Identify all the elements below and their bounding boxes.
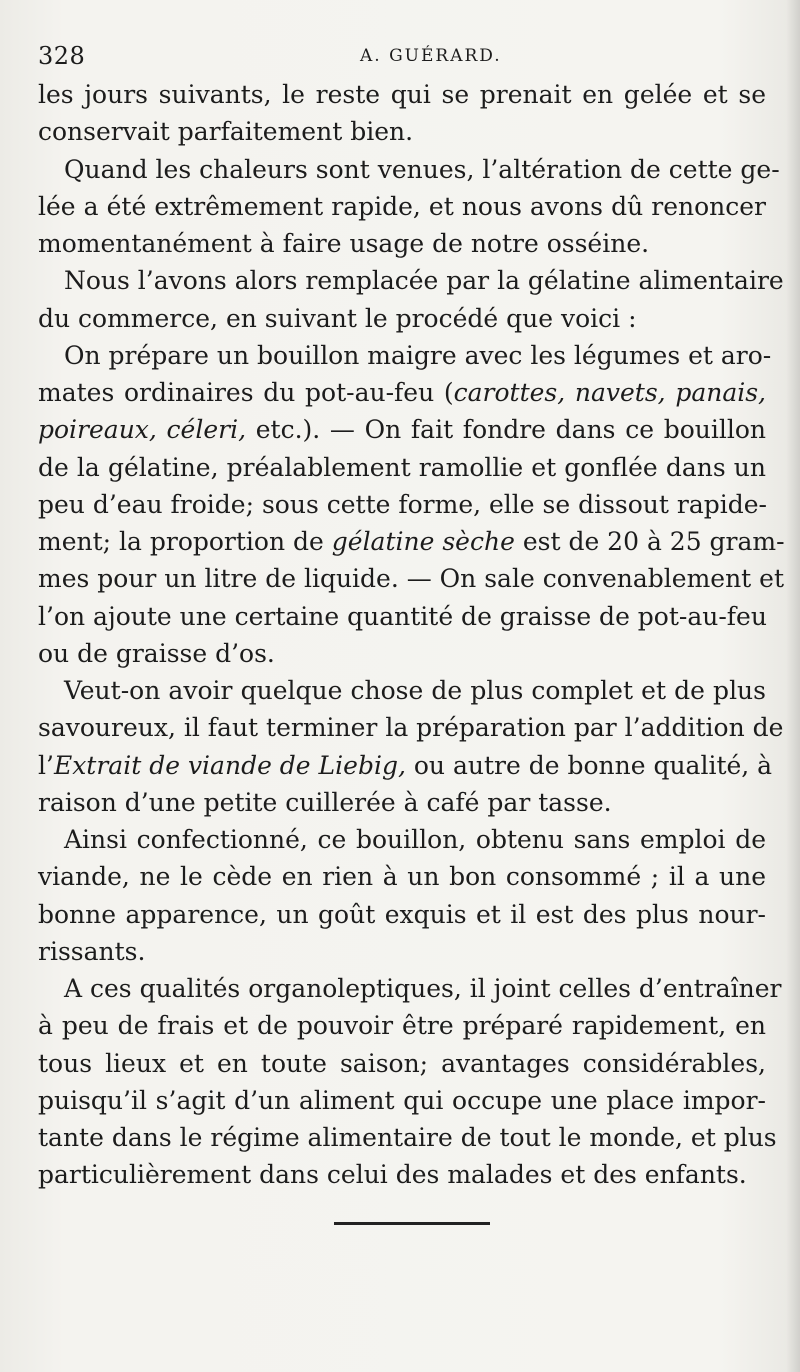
text-run: ou de graisse d’os. bbox=[38, 638, 275, 668]
text-line bbox=[38, 970, 782, 1007]
paragraph bbox=[38, 262, 784, 337]
text-line bbox=[38, 1082, 766, 1119]
text-run: est de 20 à 25 gram- bbox=[514, 527, 785, 556]
text-run: savoureux, il faut terminer la préparation par l’addition de bbox=[38, 713, 784, 743]
text-line bbox=[38, 188, 766, 225]
text-line bbox=[38, 225, 766, 262]
text-line bbox=[38, 337, 772, 374]
running-head: A. GUÉRARD. bbox=[360, 46, 502, 66]
text-line bbox=[38, 598, 766, 635]
paragraph bbox=[38, 672, 784, 821]
text-line bbox=[38, 411, 766, 448]
text-run: ou autre de bonne qualité, à bbox=[405, 750, 773, 780]
text-run: Quand les chaleurs sont venues, l’altération de cette ge- bbox=[64, 154, 780, 184]
text-run: momentanément à faire usage de notre osséine. bbox=[38, 229, 650, 258]
italic-text: poireaux, céleri, bbox=[38, 415, 247, 445]
paragraph bbox=[38, 970, 782, 1194]
text-line bbox=[38, 113, 766, 150]
text-line bbox=[38, 747, 773, 784]
end-rule bbox=[334, 1222, 490, 1225]
text-run: conservait parfaitement bien. bbox=[38, 117, 414, 147]
text-line bbox=[38, 486, 766, 523]
text-run: A ces qualités organoleptiques, il joint celles d’entraîner bbox=[64, 974, 782, 1003]
text-line bbox=[38, 300, 766, 337]
text-run: Nous l’avons alors remplacée par la gélatine alimentaire bbox=[64, 266, 784, 296]
text-run: Veut-on avoir quelque chose de plus complet et de plus bbox=[64, 676, 766, 705]
text-run: particulièrement dans celui des malades et des enfants. bbox=[38, 1160, 747, 1190]
text-line bbox=[38, 933, 766, 970]
text-line bbox=[38, 151, 780, 188]
paragraph bbox=[38, 151, 780, 263]
text-line bbox=[38, 374, 766, 411]
paragraph bbox=[38, 337, 785, 672]
text-line bbox=[38, 1007, 766, 1044]
text-run: à peu de frais et de pouvoir être préparé rapidement, en bbox=[38, 1011, 766, 1041]
text-line bbox=[38, 1045, 766, 1082]
page-number: 328 bbox=[38, 42, 86, 70]
text-run: viande, ne le cède en rien à un bon consommé ; il a une bbox=[38, 862, 766, 892]
italic-text: Extrait de viande de Liebig, bbox=[53, 750, 406, 780]
text-run: raison d’une petite cuillerée à café par tasse. bbox=[38, 787, 612, 817]
text-run: mes pour un litre de liquide. — On sale convenablement et bbox=[38, 564, 785, 594]
text-run: Ainsi confectionné, ce bouillon, obtenu sans emploi de bbox=[64, 825, 766, 854]
italic-text: gélatine sèche bbox=[331, 527, 515, 556]
italic-text: carottes, navets, panais, bbox=[453, 378, 767, 407]
text-line bbox=[38, 858, 766, 895]
text-run: peu d’eau froide; sous cette forme, elle se dissout rapide- bbox=[38, 489, 768, 519]
text-line bbox=[38, 709, 784, 746]
text-run: On prépare un bouillon maigre avec les légumes et aro- bbox=[64, 340, 772, 370]
text-line bbox=[38, 76, 766, 113]
text-run: les jours suivants, le reste qui se prenait en gelée et se bbox=[38, 80, 766, 109]
body-text bbox=[38, 76, 785, 1194]
text-run: de la gélatine, préalablement ramollie et gonflée dans un bbox=[38, 452, 766, 482]
text-line bbox=[38, 1156, 766, 1193]
paragraph bbox=[38, 76, 766, 151]
text-line bbox=[38, 560, 785, 597]
text-line bbox=[38, 821, 766, 858]
text-line bbox=[38, 523, 785, 560]
text-line bbox=[38, 896, 766, 933]
page-edge-shadow bbox=[786, 0, 800, 1372]
text-line bbox=[38, 672, 766, 709]
text-run: l’on ajoute une certaine quantité de graisse de pot-au-feu bbox=[38, 601, 767, 631]
paragraph bbox=[38, 821, 766, 970]
page-header bbox=[38, 42, 768, 76]
text-run: lée a été extrêmement rapide, et nous avons dû renoncer bbox=[38, 191, 766, 221]
text-run: tous lieux et en toute saison; avantages considérables, bbox=[38, 1048, 766, 1078]
text-run: puisqu’il s’agit d’un aliment qui occupe une place impor- bbox=[38, 1085, 766, 1115]
text-run: bonne apparence, un goût exquis et il est des plus nour- bbox=[38, 899, 766, 929]
text-line bbox=[38, 449, 766, 486]
text-run: du commerce, en suivant le procédé que voici : bbox=[38, 303, 637, 333]
text-line bbox=[38, 262, 784, 299]
text-run: l’ bbox=[38, 750, 54, 780]
text-line bbox=[38, 1119, 777, 1156]
text-line bbox=[38, 784, 766, 821]
text-run: rissants. bbox=[38, 936, 146, 966]
text-line bbox=[38, 635, 766, 672]
text-run: mates ordinaires du pot-au-feu ( bbox=[38, 378, 454, 407]
text-run: tante dans le régime alimentaire de tout le monde, et plus bbox=[38, 1123, 777, 1152]
text-run: ment; la proportion de bbox=[38, 527, 332, 556]
text-run: etc.). — On fait fondre dans ce bouillon bbox=[246, 415, 766, 445]
